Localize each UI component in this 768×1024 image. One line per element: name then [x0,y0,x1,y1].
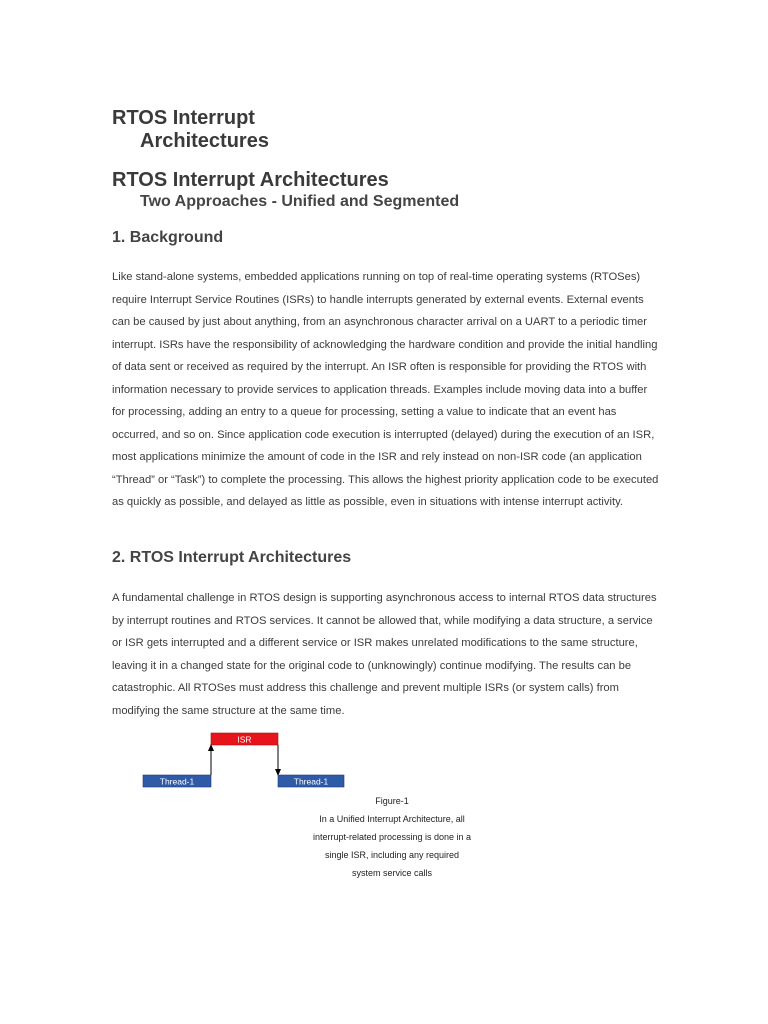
figure-caption-line4: system service calls [351,868,432,878]
background-paragraph: Like stand-alone systems, embedded applications running on top of real-time operating systems (RTOSes) require Interrupt Service Routines (ISRs) to handle interrupts generated by external events. External events can be caused by just about anything, from an asynchronous character arrival on a UART to a periodic timer interrupt. ISRs have the responsibility of acknowledging the hardware condition and provide the initial handling of data sent or received as required by the interrupt. An ISR often is responsible for providing the RTOS with information necessary to provide services to application threads. Examples include moving data into a buffer for processing, adding an entry to a queue for processing, setting a value to indicate that an event has occurred, and so on. Since application code execution is interrupted (delayed) during the execution of an ISR, most applications minimize the amount of code in the ISR and rely instead on non-ISR code (an application “Thread” or “Task”) to complete the processing. This allows the highest priority application code to be executed as quickly as possible, and delayed as little as possible, even in situations with intense interrupt activity. [112,271,659,508]
figure-caption [300,792,484,882]
isr-label: ISR [237,734,252,745]
figure-caption-line3: single ISR, including any required [324,850,460,860]
document-title-line1: RTOS Interrupt [112,107,255,129]
section-heading-architectures: 2. RTOS Interrupt Architectures [112,549,352,566]
section-heading-background: 1. Background [112,229,224,246]
thread-left-label: Thread-1 [159,776,195,787]
figure-caption-title: Figure-1 [375,796,409,806]
figure-caption-line1: In a Unified Interrupt Architecture, all [319,814,465,824]
figure-caption-line2: interrupt-related processing is done in a [312,832,472,842]
subtitle: Two Approaches - Unified and Segmented [140,193,460,210]
document-title [112,107,412,153]
document-title-line2: Architectures [140,130,269,152]
thread-right-label: Thread-1 [293,776,329,787]
architectures-paragraph: A fundamental challenge in RTOS design is supporting asynchronous access to internal RTOS data structures by interrupt routines and RTOS services. It cannot be allowed that, while modifying a data structure, a service or ISR gets interrupted and a different service or ISR makes unrelated modifications to the same structure, leaving it in a changed state for the original code to (unknowingly) continue modifying. The results can be catastrophic. All RTOSes must address this challenge and prevent multiple ISRs (or system calls) from modifying the same structure at the same time. [112,592,657,717]
unified-architecture-figure [140,728,350,792]
main-title: RTOS Interrupt Architectures [112,169,389,191]
